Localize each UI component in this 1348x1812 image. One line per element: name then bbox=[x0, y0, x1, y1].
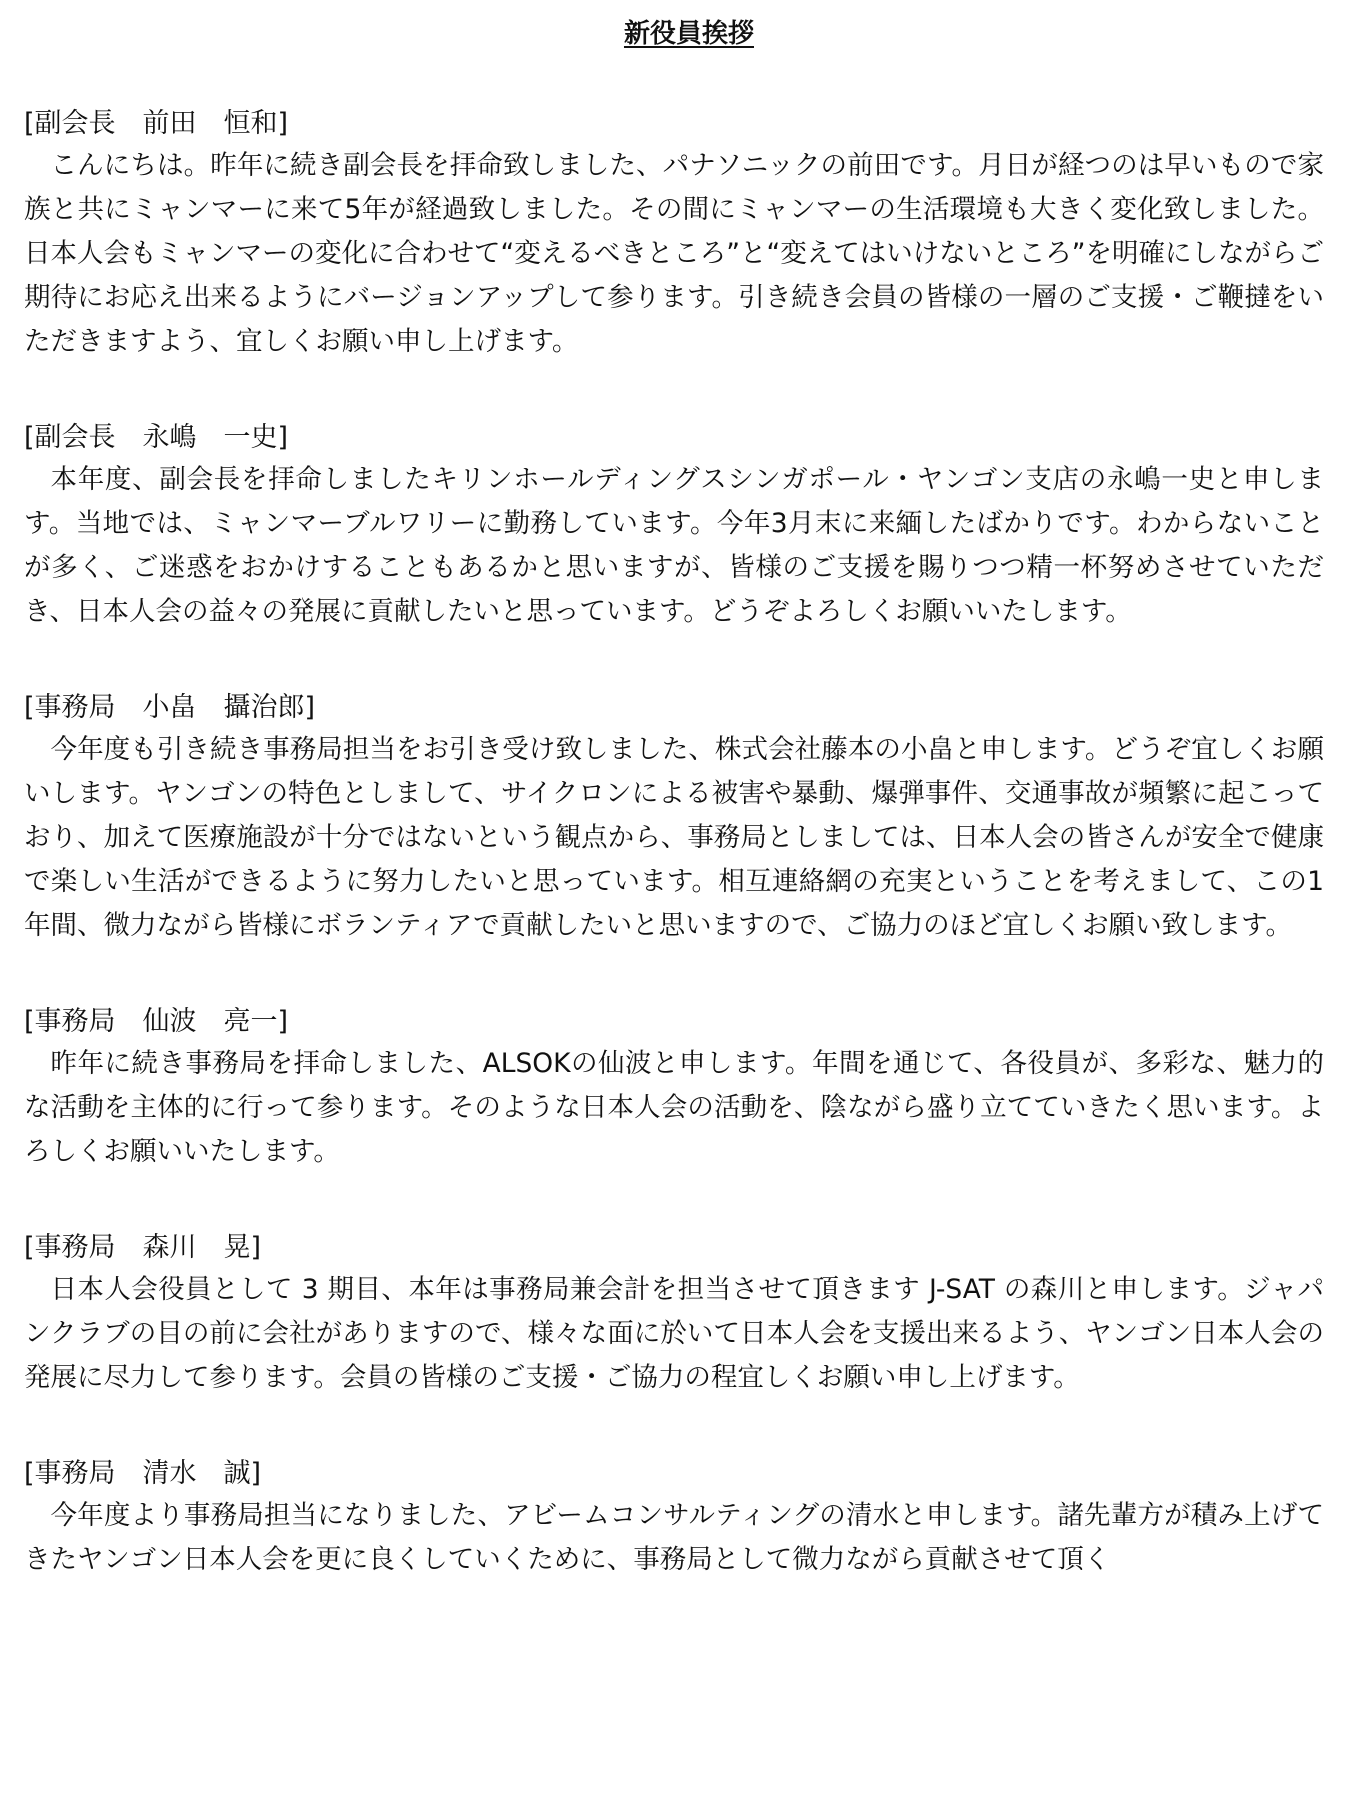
section-heading: [事務局 森川 晃] bbox=[24, 1232, 262, 1263]
section-body: 昨年に続き事務局を拝命しました、ALSOKの仙波と申します。年間を通じて、各役員が、多彩な、魅力的な活動を主体的に行って参ります。そのような日本人会の活動を、陰ながら盛り立てていきたく思います。よろしくお願いいたします。 bbox=[24, 1048, 1324, 1167]
section-body: 今年度も引き続き事務局担当をお引き受け致しました、株式会社藤本の小畠と申します。どうぞ宜しくお願いします。ヤンゴンの特色としまして、サイクロンによる被害や暴動、爆弾事件、交通事故が頻繁に起こっており、加えて医療施設が十分ではないという観点から、事務局としましては、日本人会の皆さんが安全で健康で楽しい生活ができるように努力したいと思っています。相互連絡網の充実ということを考えまして、この1年間、微力ながら皆様にボランティアで貢献したいと思いますので、ご協力のほど宜しくお願い致します。 bbox=[24, 734, 1324, 941]
page-title: 新役員挨拶 bbox=[623, 19, 754, 49]
document-page bbox=[24, 0, 1324, 1636]
section-heading: [事務局 仙波 亮一] bbox=[24, 1006, 289, 1037]
section-body: こんにちは。昨年に続き副会長を拝命致しました、パナソニックの前田です。月日が経つのは早いもので家族と共にミャンマーに来て5年が経過致しました。その間にミャンマーの生活環境も大きく変化致しました。日本人会もミャンマーの変化に合わせて“変えるべきところ”と“変えてはいけないところ”を明確にしながらご期待にお応え出来るようにバージョンアップして参ります。引き続き会員の皆様の一層のご支援・ご鞭撻をいただきますよう、宜しくお願い申し上げます。 bbox=[24, 150, 1324, 357]
greeting-section bbox=[24, 688, 1324, 948]
greeting-section bbox=[24, 1002, 1324, 1174]
section-body: 今年度より事務局担当になりました、アビームコンサルティングの清水と申します。諸先輩方が積み上げてきたヤンゴン日本人会を更に良くしていくために、事務局として微力ながら貢献させて頂く bbox=[24, 1500, 1324, 1575]
section-body: 日本人会役員として 3 期目、本年は事務局兼会計を担当させて頂きます J-SAT の森川と申します。ジャパンクラブの目の前に会社がありますので、様々な面に於いて日本人会を支援出来るよう、ヤンゴン日本人会の発展に尽力して参ります。会員の皆様のご支援・ご協力の程宜しくお願い申し上げます。 bbox=[24, 1274, 1324, 1393]
section-heading: [事務局 小畠 攝治郎] bbox=[24, 692, 316, 723]
section-body: 本年度、副会長を拝命しましたキリンホールディングスシンガポール・ヤンゴン支店の永嶋一史と申します。当地では、ミャンマーブルワリーに勤務しています。今年3月末に来緬したばかりです。わからないことが多く、ご迷惑をおかけすることもあるかと思いますが、皆様のご支援を賜りつつ精一杯努めさせていただき、日本人会の益々の発展に貢献したいと思っています。どうぞよろしくお願いいたします。 bbox=[24, 464, 1324, 627]
section-heading: [事務局 清水 誠] bbox=[24, 1458, 262, 1489]
greeting-section bbox=[24, 1454, 1324, 1582]
greeting-section bbox=[24, 418, 1324, 634]
section-heading: [副会長 永嶋 一史] bbox=[24, 422, 289, 453]
greeting-section bbox=[24, 1228, 1324, 1400]
greeting-section bbox=[24, 104, 1324, 364]
section-heading: [副会長 前田 恒和] bbox=[24, 108, 289, 139]
